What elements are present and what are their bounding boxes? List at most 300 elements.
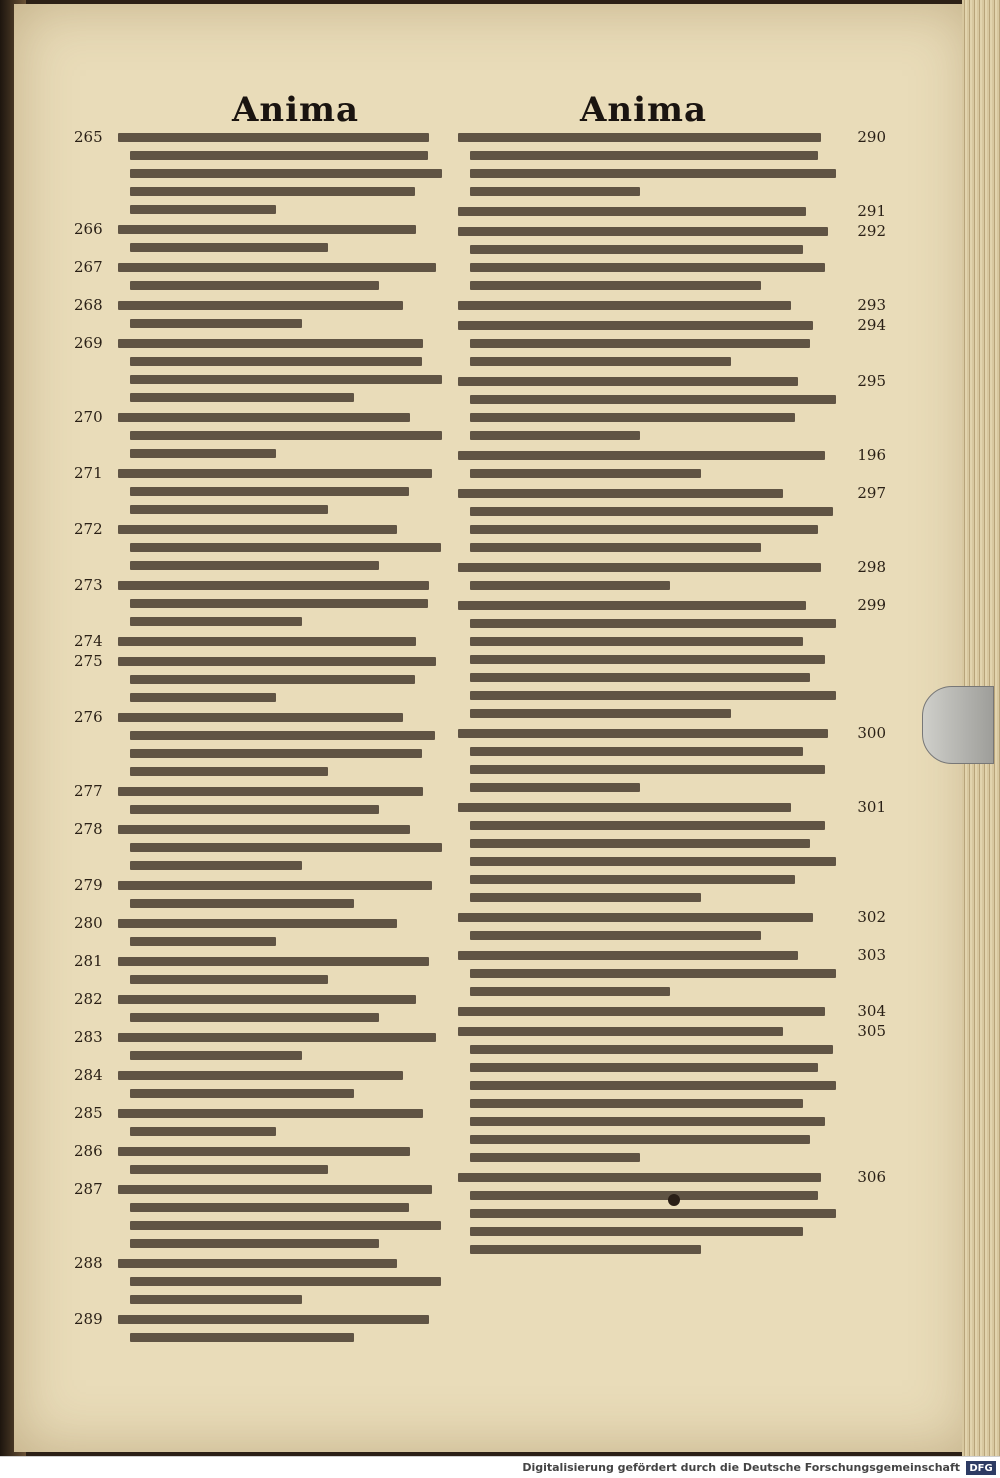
index-entry [74, 990, 442, 1026]
blackletter-text-placeholder [130, 169, 442, 178]
entry-text [118, 632, 442, 650]
text-line [118, 652, 442, 670]
blackletter-text-placeholder [118, 301, 403, 310]
entry-number: 295 [857, 372, 886, 390]
entry-number: 292 [857, 222, 886, 240]
blackletter-text-placeholder [118, 957, 429, 966]
blackletter-text-placeholder [118, 263, 436, 272]
text-line [458, 1094, 836, 1112]
entry-text [118, 576, 442, 630]
text-line [118, 708, 442, 726]
text-line [458, 1186, 836, 1204]
entry-number: 279 [74, 876, 103, 894]
blackletter-text-placeholder [130, 1051, 302, 1060]
text-line [458, 1058, 836, 1076]
text-line [118, 1310, 442, 1328]
blackletter-text-placeholder [118, 1109, 423, 1118]
text-line [118, 1290, 442, 1308]
text-line [118, 1066, 442, 1084]
blackletter-text-placeholder [118, 825, 410, 834]
text-line [118, 576, 442, 594]
left-column [74, 128, 442, 1348]
blackletter-text-placeholder [470, 339, 810, 348]
entry-text [458, 202, 836, 220]
blackletter-text-placeholder [130, 1165, 328, 1174]
blackletter-text-placeholder [130, 375, 442, 384]
blackletter-text-placeholder [458, 1007, 825, 1016]
text-line [118, 952, 442, 970]
entry-text [118, 1028, 442, 1064]
blackletter-text-placeholder [470, 1153, 640, 1162]
blackletter-text-placeholder [130, 431, 442, 440]
index-entry [74, 296, 442, 332]
text-line [458, 372, 836, 390]
text-line [118, 856, 442, 874]
text-line [458, 778, 836, 796]
text-line [458, 760, 836, 778]
text-line [118, 1008, 442, 1026]
blackletter-text-placeholder [458, 207, 806, 216]
text-line [118, 520, 442, 538]
text-line [458, 334, 836, 352]
text-line [458, 1130, 836, 1148]
entry-number: 297 [857, 484, 886, 502]
blackletter-text-placeholder [470, 431, 640, 440]
blackletter-text-placeholder [470, 1245, 701, 1254]
text-line [458, 182, 836, 200]
text-line [458, 164, 836, 182]
entry-number: 265 [74, 128, 103, 146]
index-entry [74, 128, 442, 218]
blackletter-text-placeholder [130, 599, 428, 608]
text-line [118, 894, 442, 912]
text-line [118, 314, 442, 332]
text-line [458, 596, 836, 614]
text-line [458, 240, 836, 258]
blackletter-text-placeholder [470, 245, 803, 254]
blackletter-text-placeholder [470, 263, 825, 272]
blackletter-text-placeholder [130, 1089, 354, 1098]
text-line [118, 632, 442, 650]
book-page [14, 4, 974, 1452]
index-entry [458, 724, 886, 796]
text-line [458, 1204, 836, 1222]
blackletter-text-placeholder [130, 543, 441, 552]
blackletter-text-placeholder [130, 393, 354, 402]
blackletter-text-placeholder [130, 899, 354, 908]
text-line [118, 688, 442, 706]
index-entry [74, 520, 442, 574]
blackletter-text-placeholder [118, 881, 432, 890]
blackletter-text-placeholder [130, 1203, 409, 1212]
blackletter-text-placeholder [118, 469, 432, 478]
text-line [118, 426, 442, 444]
text-line [458, 1002, 836, 1020]
text-line [118, 970, 442, 988]
text-line [118, 370, 442, 388]
blackletter-text-placeholder [470, 1135, 810, 1144]
entry-number: 274 [74, 632, 103, 650]
blackletter-text-placeholder [470, 893, 701, 902]
text-line [118, 182, 442, 200]
entry-number: 276 [74, 708, 103, 726]
blackletter-text-placeholder [470, 507, 833, 516]
blackletter-text-placeholder [470, 469, 701, 478]
text-line [118, 1028, 442, 1046]
blackletter-text-placeholder [458, 377, 798, 386]
index-entry [74, 258, 442, 294]
index-entry [74, 652, 442, 706]
blackletter-text-placeholder [130, 243, 328, 252]
entry-text [458, 446, 836, 482]
index-entry [458, 128, 886, 200]
index-entry [458, 1022, 886, 1166]
text-line [458, 1112, 836, 1130]
blackletter-text-placeholder [470, 581, 670, 590]
index-entry [74, 708, 442, 780]
text-line [118, 220, 442, 238]
blackletter-text-placeholder [130, 1221, 441, 1230]
text-line [458, 798, 836, 816]
blackletter-text-placeholder [470, 169, 836, 178]
entry-number: 293 [857, 296, 886, 314]
blackletter-text-placeholder [470, 151, 818, 160]
entry-number: 286 [74, 1142, 103, 1160]
index-entry [74, 914, 442, 950]
entry-number: 277 [74, 782, 103, 800]
blackletter-text-placeholder [470, 1227, 803, 1236]
right-column [458, 128, 886, 1260]
index-entry [74, 632, 442, 650]
entry-text [458, 1022, 836, 1166]
blackletter-text-placeholder [130, 1295, 302, 1304]
blackletter-text-placeholder [130, 561, 379, 570]
entry-number: 285 [74, 1104, 103, 1122]
digitization-footer [0, 1456, 1000, 1478]
footer-credit: Digitalisierung gefördert durch die Deutsche Forschungsgemeinschaft [522, 1461, 960, 1474]
entry-text [458, 128, 836, 200]
index-entry [74, 1310, 442, 1346]
text-line [118, 1328, 442, 1346]
entry-number: 282 [74, 990, 103, 1008]
text-line [458, 558, 836, 576]
blackletter-text-placeholder [470, 875, 795, 884]
blackletter-text-placeholder [130, 151, 428, 160]
entry-number: 271 [74, 464, 103, 482]
blackletter-text-placeholder [118, 339, 423, 348]
entry-number: 267 [74, 258, 103, 276]
text-line [458, 1076, 836, 1094]
text-line [458, 668, 836, 686]
blackletter-text-placeholder [130, 937, 276, 946]
entry-text [118, 914, 442, 950]
entry-number: 281 [74, 952, 103, 970]
blackletter-text-placeholder [470, 1081, 836, 1090]
blackletter-text-placeholder [130, 205, 276, 214]
entry-number: 272 [74, 520, 103, 538]
text-line [458, 982, 836, 1000]
blackletter-text-placeholder [470, 1191, 818, 1200]
text-line [458, 1222, 836, 1240]
blackletter-text-placeholder [470, 987, 670, 996]
blackletter-text-placeholder [130, 505, 328, 514]
text-line [458, 538, 836, 556]
blackletter-text-placeholder [458, 951, 798, 960]
entry-text [458, 222, 836, 294]
text-line [118, 1160, 442, 1178]
entry-number: 269 [74, 334, 103, 352]
blackletter-text-placeholder [130, 487, 409, 496]
text-line [118, 334, 442, 352]
text-line [458, 908, 836, 926]
index-entry [458, 596, 886, 722]
ink-blot [668, 1194, 680, 1206]
blackletter-text-placeholder [458, 729, 828, 738]
text-line [458, 1148, 836, 1166]
text-line [118, 238, 442, 256]
entry-text [458, 798, 836, 906]
blackletter-text-placeholder [470, 969, 836, 978]
text-line [118, 612, 442, 630]
entry-text [118, 296, 442, 332]
text-line [118, 594, 442, 612]
entry-number: 273 [74, 576, 103, 594]
text-line [118, 726, 442, 744]
blackletter-text-placeholder [470, 1209, 836, 1218]
text-line [118, 1104, 442, 1122]
text-line [118, 1216, 442, 1234]
entry-number: 287 [74, 1180, 103, 1198]
entry-number: 283 [74, 1028, 103, 1046]
blackletter-text-placeholder [470, 357, 731, 366]
index-entry [458, 372, 886, 444]
entry-number: 302 [857, 908, 886, 926]
entry-text [458, 372, 836, 444]
index-entry [458, 908, 886, 944]
blackletter-text-placeholder [130, 1277, 441, 1286]
text-line [458, 502, 836, 520]
text-line [458, 870, 836, 888]
blackletter-text-placeholder [130, 319, 302, 328]
blackletter-text-placeholder [470, 709, 731, 718]
blackletter-text-placeholder [118, 1259, 397, 1268]
entry-number: 300 [857, 724, 886, 742]
blackletter-text-placeholder [118, 225, 416, 234]
index-entry [458, 484, 886, 556]
blackletter-text-placeholder [470, 857, 836, 866]
text-line [458, 1168, 836, 1186]
entry-number: 290 [857, 128, 886, 146]
blackletter-text-placeholder [458, 601, 806, 610]
text-line [118, 128, 442, 146]
text-line [118, 352, 442, 370]
text-line [118, 200, 442, 218]
blackletter-text-placeholder [470, 839, 810, 848]
blackletter-text-placeholder [130, 675, 415, 684]
text-line [118, 276, 442, 294]
blackletter-text-placeholder [118, 581, 429, 590]
blackletter-text-placeholder [470, 1099, 803, 1108]
entry-number: 303 [857, 946, 886, 964]
text-line [118, 1198, 442, 1216]
running-head-right: Anima [580, 90, 708, 130]
index-entry [458, 296, 886, 314]
text-line [458, 632, 836, 650]
blackletter-text-placeholder [130, 617, 302, 626]
text-line [118, 500, 442, 518]
index-entry [458, 446, 886, 482]
blackletter-text-placeholder [130, 767, 328, 776]
dfg-logo: DFG [966, 1461, 996, 1475]
entry-number: 266 [74, 220, 103, 238]
text-line [458, 202, 836, 220]
blackletter-text-placeholder [470, 655, 825, 664]
text-line [458, 816, 836, 834]
text-line [118, 914, 442, 932]
entry-number: 196 [857, 446, 886, 464]
entry-number: 294 [857, 316, 886, 334]
entry-text [458, 316, 836, 370]
blackletter-text-placeholder [470, 281, 761, 290]
blackletter-text-placeholder [130, 281, 379, 290]
index-entry [458, 1002, 886, 1020]
entry-number: 299 [857, 596, 886, 614]
blackletter-text-placeholder [470, 673, 810, 682]
blackletter-text-placeholder [118, 1147, 410, 1156]
entry-text [118, 1310, 442, 1346]
blackletter-text-placeholder [470, 413, 795, 422]
text-line [458, 686, 836, 704]
entry-number: 275 [74, 652, 103, 670]
blackletter-text-placeholder [118, 995, 416, 1004]
text-line [458, 576, 836, 594]
entry-number: 288 [74, 1254, 103, 1272]
entry-number: 291 [857, 202, 886, 220]
blackletter-text-placeholder [458, 1027, 783, 1036]
text-line [458, 276, 836, 294]
entry-text [118, 1066, 442, 1102]
text-line [458, 1022, 836, 1040]
text-line [458, 704, 836, 722]
entry-text [118, 708, 442, 780]
entry-number: 289 [74, 1310, 103, 1328]
text-line [458, 742, 836, 760]
entry-text [118, 990, 442, 1026]
text-line [458, 520, 836, 538]
text-line [118, 164, 442, 182]
blackletter-text-placeholder [458, 133, 821, 142]
text-line [458, 222, 836, 240]
entry-text [458, 558, 836, 594]
blackletter-text-placeholder [130, 843, 442, 852]
blackletter-text-placeholder [470, 1045, 833, 1054]
text-line [118, 762, 442, 780]
text-line [118, 444, 442, 462]
book-clasp [922, 686, 994, 764]
blackletter-text-placeholder [458, 451, 825, 460]
entry-number: 305 [857, 1022, 886, 1040]
entry-text [118, 334, 442, 406]
blackletter-text-placeholder [130, 1127, 276, 1136]
blackletter-text-placeholder [470, 1063, 818, 1072]
text-line [118, 1084, 442, 1102]
index-entry [74, 876, 442, 912]
text-line [118, 538, 442, 556]
entry-number: 278 [74, 820, 103, 838]
text-line [118, 932, 442, 950]
text-line [118, 990, 442, 1008]
text-line [458, 390, 836, 408]
index-entry [458, 222, 886, 294]
blackletter-text-placeholder [458, 913, 813, 922]
blackletter-text-placeholder [470, 783, 640, 792]
index-entry [458, 798, 886, 906]
text-line [458, 1240, 836, 1258]
blackletter-text-placeholder [118, 413, 410, 422]
text-line [458, 852, 836, 870]
index-entry [74, 464, 442, 518]
text-line [118, 1142, 442, 1160]
text-line [458, 650, 836, 668]
text-line [458, 834, 836, 852]
blackletter-text-placeholder [130, 449, 276, 458]
text-line [458, 1040, 836, 1058]
blackletter-text-placeholder [130, 693, 276, 702]
entry-number: 268 [74, 296, 103, 314]
entry-text [458, 1168, 836, 1258]
running-head-left: Anima [232, 90, 360, 130]
entry-text [458, 724, 836, 796]
blackletter-text-placeholder [118, 1185, 432, 1194]
text-line [118, 1272, 442, 1290]
text-line [118, 820, 442, 838]
blackletter-text-placeholder [470, 747, 803, 756]
text-line [118, 388, 442, 406]
blackletter-text-placeholder [458, 803, 791, 812]
blackletter-text-placeholder [458, 321, 813, 330]
blackletter-text-placeholder [458, 1173, 821, 1182]
entry-text [118, 1254, 442, 1308]
entry-text [118, 876, 442, 912]
entry-text [118, 464, 442, 518]
entry-text [118, 258, 442, 294]
entry-text [118, 128, 442, 218]
index-entry [74, 1066, 442, 1102]
text-line [118, 482, 442, 500]
index-entry [74, 952, 442, 988]
blackletter-text-placeholder [458, 227, 828, 236]
text-line [118, 258, 442, 276]
text-line [458, 446, 836, 464]
blackletter-text-placeholder [130, 187, 415, 196]
text-line [458, 408, 836, 426]
blackletter-text-placeholder [118, 1315, 429, 1324]
blackletter-text-placeholder [130, 975, 328, 984]
index-entry [458, 558, 886, 594]
blackletter-text-placeholder [470, 931, 761, 940]
blackletter-text-placeholder [118, 1033, 436, 1042]
index-entry [74, 1028, 442, 1064]
text-line [118, 296, 442, 314]
blackletter-text-placeholder [118, 787, 423, 796]
text-line [118, 1180, 442, 1198]
blackletter-text-placeholder [130, 731, 435, 740]
blackletter-text-placeholder [470, 187, 640, 196]
blackletter-text-placeholder [458, 563, 821, 572]
text-line [118, 838, 442, 856]
entry-number: 280 [74, 914, 103, 932]
index-entry [458, 202, 886, 220]
